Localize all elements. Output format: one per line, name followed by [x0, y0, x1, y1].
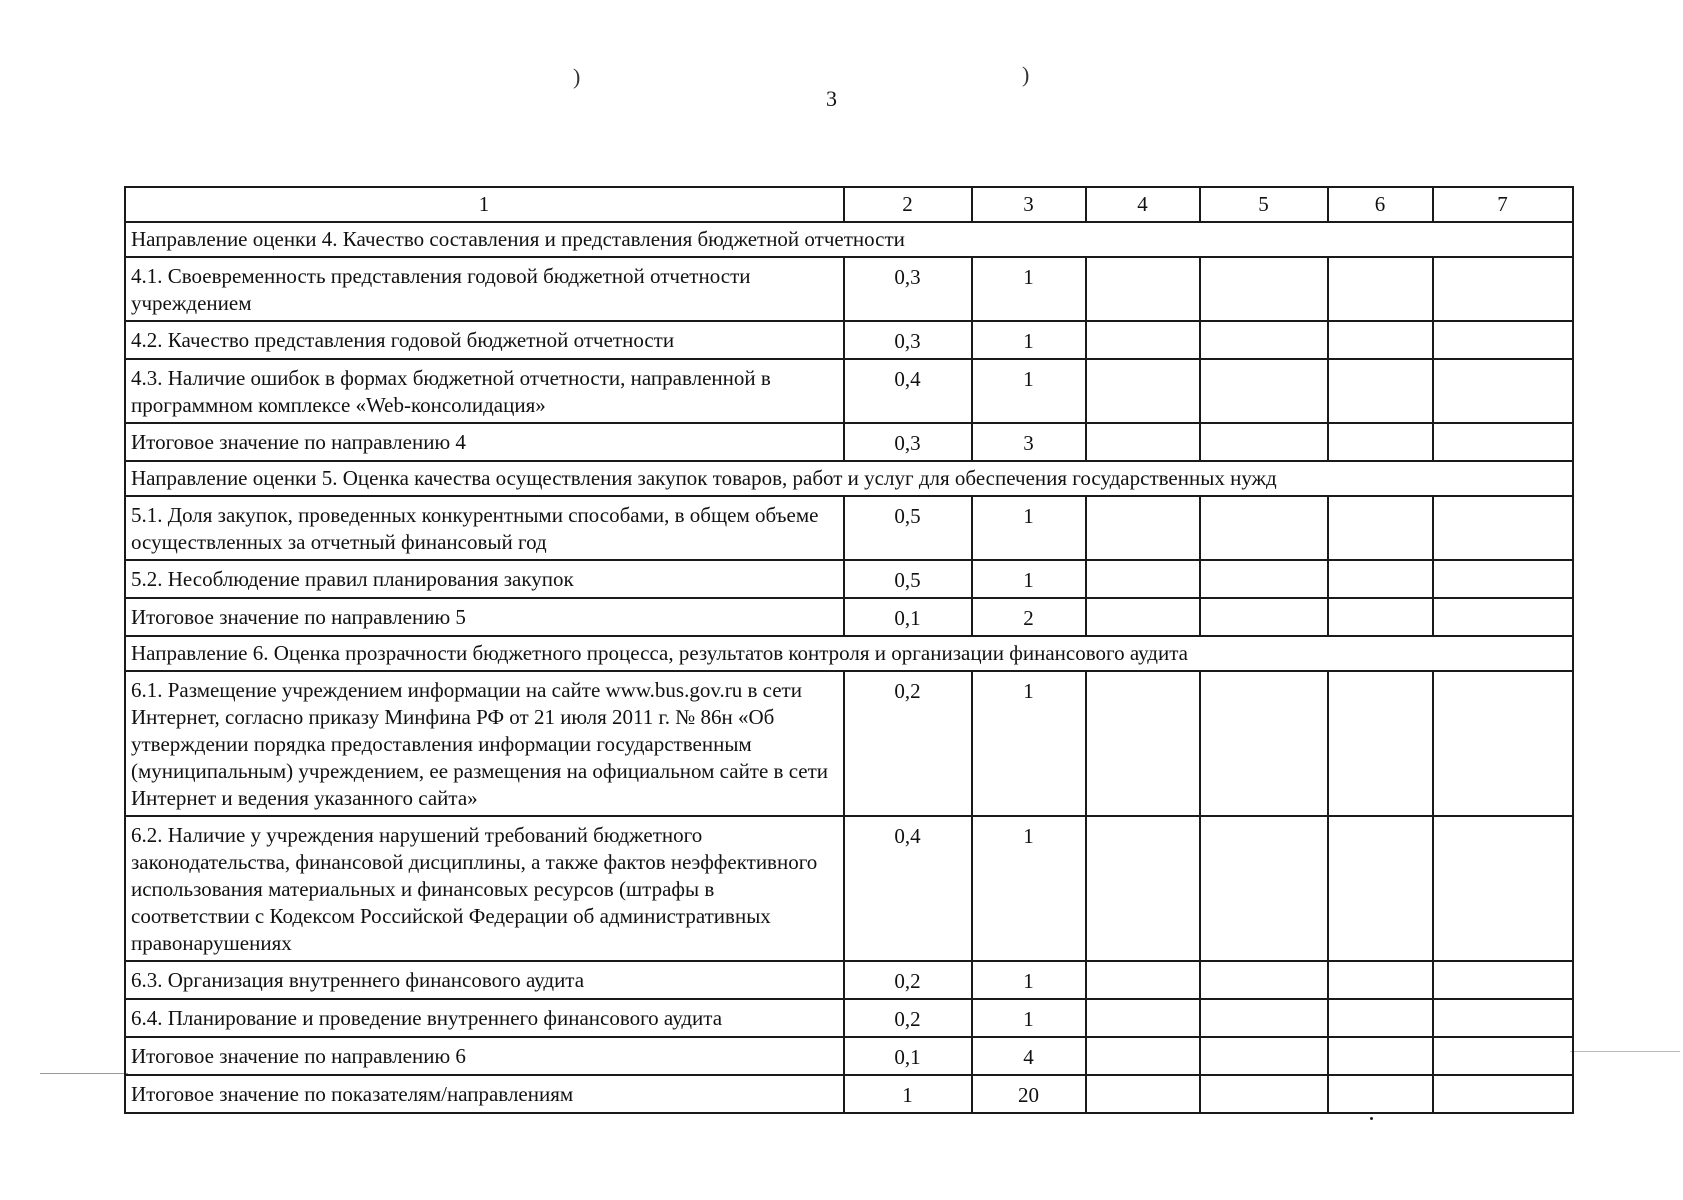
- indicator-label: Итоговое значение по направлению 6: [125, 1037, 844, 1075]
- column-header: 4: [1086, 187, 1200, 222]
- value-cell-c2: 0,2: [844, 961, 972, 999]
- value-cell-c3: 1: [972, 816, 1086, 961]
- value-cell-c5: [1200, 1075, 1328, 1113]
- value-cell-c7: [1433, 671, 1573, 816]
- indicator-label: 5.2. Несоблюдение правил планирования закупок: [125, 560, 844, 598]
- value-cell-c6: [1328, 598, 1433, 636]
- table-row: [125, 496, 1573, 560]
- value-cell-c4: [1086, 359, 1200, 423]
- value-cell-c5: [1200, 961, 1328, 999]
- value-cell-c7: [1433, 999, 1573, 1037]
- scan-mark-left: ): [573, 64, 581, 89]
- indicator-label: 4.1. Своевременность представления годовой бюджетной отчетности учреждением: [125, 257, 844, 321]
- column-header: 2: [844, 187, 972, 222]
- value-cell-c7: [1433, 816, 1573, 961]
- column-header: 5: [1200, 187, 1328, 222]
- section-row: [125, 461, 1573, 496]
- scan-artifact-line: [40, 1073, 128, 1074]
- section-title: Направление 6. Оценка прозрачности бюджетного процесса, результатов контроля и организации финансового аудита: [125, 636, 1573, 671]
- value-cell-c7: [1433, 321, 1573, 359]
- value-cell-c4: [1086, 1075, 1200, 1113]
- value-cell-c7: [1433, 1037, 1573, 1075]
- table-row: [125, 423, 1573, 461]
- value-cell-c6: [1328, 359, 1433, 423]
- column-header: 1: [125, 187, 844, 222]
- scan-mark-right: ): [1022, 62, 1030, 87]
- table-row: [125, 321, 1573, 359]
- column-header: 3: [972, 187, 1086, 222]
- value-cell-c6: [1328, 321, 1433, 359]
- value-cell-c2: 0,5: [844, 560, 972, 598]
- assessment-table: [124, 186, 1574, 1114]
- value-cell-c2: 0,3: [844, 257, 972, 321]
- value-cell-c5: [1200, 816, 1328, 961]
- value-cell-c7: [1433, 496, 1573, 560]
- value-cell-c6: [1328, 560, 1433, 598]
- value-cell-c4: [1086, 598, 1200, 636]
- value-cell-c2: 0,1: [844, 1037, 972, 1075]
- value-cell-c7: [1433, 359, 1573, 423]
- value-cell-c2: 0,1: [844, 598, 972, 636]
- value-cell-c4: [1086, 671, 1200, 816]
- value-cell-c6: [1328, 1075, 1433, 1113]
- value-cell-c3: 1: [972, 359, 1086, 423]
- value-cell-c3: 1: [972, 560, 1086, 598]
- table-row: [125, 257, 1573, 321]
- page-number: 3: [826, 86, 837, 111]
- indicator-label: 6.3. Организация внутреннего финансового аудита: [125, 961, 844, 999]
- value-cell-c4: [1086, 321, 1200, 359]
- value-cell-c3: 1: [972, 671, 1086, 816]
- indicator-label: Итоговое значение по показателям/направлениям: [125, 1075, 844, 1113]
- value-cell-c7: [1433, 961, 1573, 999]
- value-cell-c2: 0,2: [844, 671, 972, 816]
- value-cell-c2: 0,3: [844, 423, 972, 461]
- table-row: [125, 560, 1573, 598]
- scan-artifact-line: [1570, 1051, 1680, 1052]
- value-cell-c2: 0,4: [844, 816, 972, 961]
- table-row: [125, 671, 1573, 816]
- indicator-label: 4.2. Качество представления годовой бюджетной отчетности: [125, 321, 844, 359]
- value-cell-c3: 1: [972, 961, 1086, 999]
- value-cell-c4: [1086, 423, 1200, 461]
- scan-artifact-dot: [1370, 1117, 1373, 1120]
- value-cell-c7: [1433, 257, 1573, 321]
- value-cell-c3: 1: [972, 257, 1086, 321]
- column-header: 7: [1433, 187, 1573, 222]
- value-cell-c2: 0,5: [844, 496, 972, 560]
- value-cell-c6: [1328, 961, 1433, 999]
- column-header: 6: [1328, 187, 1433, 222]
- value-cell-c5: [1200, 671, 1328, 816]
- value-cell-c2: 0,2: [844, 999, 972, 1037]
- section-title: Направление оценки 4. Качество составления и представления бюджетной отчетности: [125, 222, 1573, 257]
- value-cell-c5: [1200, 560, 1328, 598]
- value-cell-c7: [1433, 560, 1573, 598]
- value-cell-c5: [1200, 598, 1328, 636]
- value-cell-c3: 2: [972, 598, 1086, 636]
- value-cell-c7: [1433, 598, 1573, 636]
- value-cell-c3: 3: [972, 423, 1086, 461]
- value-cell-c6: [1328, 999, 1433, 1037]
- value-cell-c6: [1328, 671, 1433, 816]
- indicator-label: Итоговое значение по направлению 4: [125, 423, 844, 461]
- value-cell-c7: [1433, 1075, 1573, 1113]
- indicator-label: 6.2. Наличие у учреждения нарушений требований бюджетного законодательства, финансовой дисциплины, а также фактов неэффективного использования материальных и финансовых ресурсов (штрафы в соответствии с Кодексом Российской Федерации об административных правонарушениях: [125, 816, 844, 961]
- value-cell-c4: [1086, 1037, 1200, 1075]
- table-row: [125, 1037, 1573, 1075]
- value-cell-c5: [1200, 257, 1328, 321]
- value-cell-c4: [1086, 961, 1200, 999]
- indicator-label: 5.1. Доля закупок, проведенных конкурентными способами, в общем объеме осуществленных за отчетный финансовый год: [125, 496, 844, 560]
- header-row: [125, 187, 1573, 222]
- value-cell-c3: 20: [972, 1075, 1086, 1113]
- value-cell-c6: [1328, 423, 1433, 461]
- value-cell-c3: 1: [972, 321, 1086, 359]
- indicator-label: 6.1. Размещение учреждением информации на сайте www.bus.gov.ru в сети Интернет, согласно приказу Минфина РФ от 21 июля 2011 г. № 86н «Об утверждении порядка предоставления информации государственным (муниципальным) учреждением, ее размещения на официальном сайте в сети Интернет и ведения указанного сайта»: [125, 671, 844, 816]
- indicator-label: Итоговое значение по направлению 5: [125, 598, 844, 636]
- indicator-label: 6.4. Планирование и проведение внутреннего финансового аудита: [125, 999, 844, 1037]
- value-cell-c4: [1086, 257, 1200, 321]
- value-cell-c6: [1328, 496, 1433, 560]
- section-row: [125, 222, 1573, 257]
- value-cell-c5: [1200, 1037, 1328, 1075]
- table-row: [125, 961, 1573, 999]
- value-cell-c5: [1200, 496, 1328, 560]
- table-row: [125, 359, 1573, 423]
- value-cell-c6: [1328, 257, 1433, 321]
- value-cell-c3: 1: [972, 496, 1086, 560]
- value-cell-c5: [1200, 321, 1328, 359]
- value-cell-c5: [1200, 999, 1328, 1037]
- table-body: [125, 187, 1573, 1113]
- value-cell-c4: [1086, 816, 1200, 961]
- value-cell-c3: 4: [972, 1037, 1086, 1075]
- table-row: [125, 999, 1573, 1037]
- value-cell-c2: 0,4: [844, 359, 972, 423]
- value-cell-c6: [1328, 1037, 1433, 1075]
- table-row: [125, 816, 1573, 961]
- value-cell-c4: [1086, 999, 1200, 1037]
- section-row: [125, 636, 1573, 671]
- section-title: Направление оценки 5. Оценка качества осуществления закупок товаров, работ и услуг для обеспечения государственных нужд: [125, 461, 1573, 496]
- value-cell-c5: [1200, 359, 1328, 423]
- value-cell-c4: [1086, 496, 1200, 560]
- value-cell-c2: 0,3: [844, 321, 972, 359]
- value-cell-c4: [1086, 560, 1200, 598]
- value-cell-c2: 1: [844, 1075, 972, 1113]
- value-cell-c7: [1433, 423, 1573, 461]
- value-cell-c5: [1200, 423, 1328, 461]
- table-row: [125, 1075, 1573, 1113]
- indicator-label: 4.3. Наличие ошибок в формах бюджетной отчетности, направленной в программном комплексе «Web-консолидация»: [125, 359, 844, 423]
- table-row: [125, 598, 1573, 636]
- value-cell-c3: 1: [972, 999, 1086, 1037]
- value-cell-c6: [1328, 816, 1433, 961]
